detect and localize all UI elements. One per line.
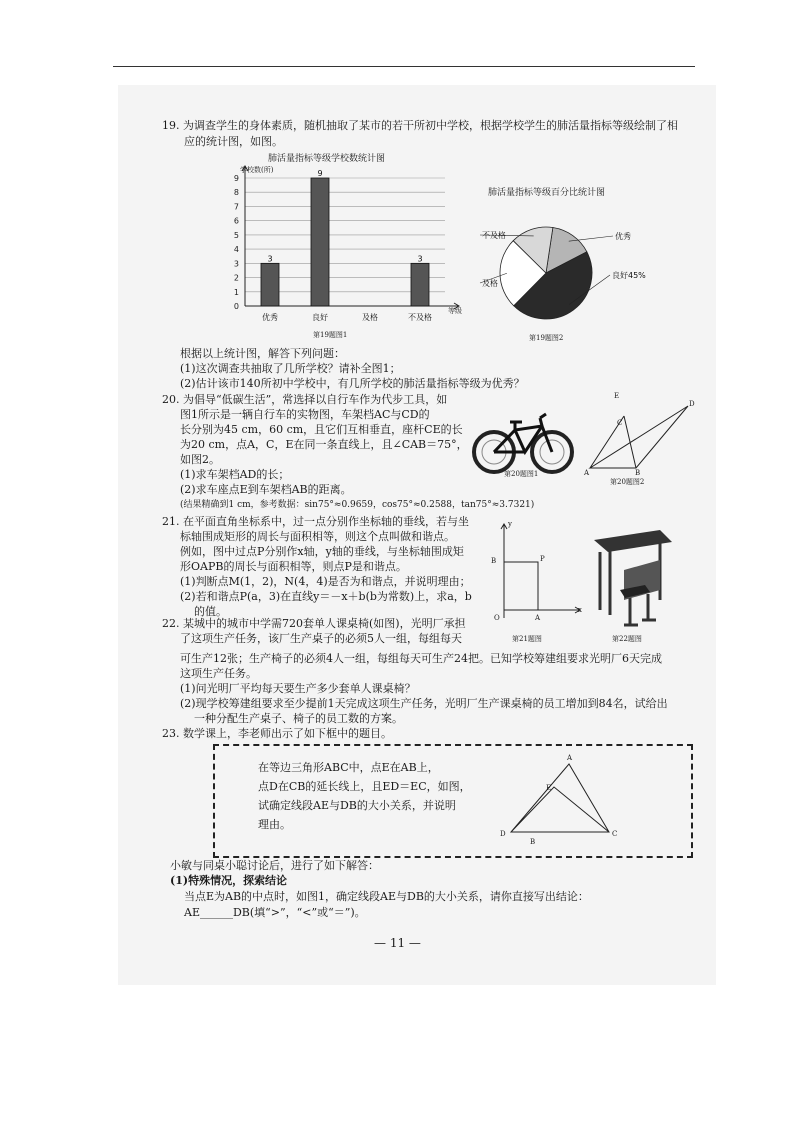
bar-y-tick-label: 4	[233, 245, 239, 255]
desk-chair-photo	[590, 520, 700, 630]
bar-y-tick-label: 1	[233, 287, 239, 297]
bar-value-label: 3	[267, 254, 273, 264]
q23-pt-E: E	[546, 784, 552, 792]
bar-chart-x-label: 等级	[448, 307, 462, 315]
q21-part1: (1)判断点M(1，2)，N(4，4)是否为和谐点，并说明理由；	[180, 575, 471, 588]
q20-pt-B: B	[635, 469, 641, 477]
q20-pt-C: C	[617, 419, 623, 427]
q23-box-line3: 试确定线段AE与DB的大小关系，并说明	[258, 799, 456, 812]
pie-label: 优秀	[615, 232, 631, 241]
q20-pt-A: A	[584, 469, 590, 477]
q20-line4: 为20 cm，点A，C，E在同一条直线上，且∠CAB＝75°，	[180, 438, 468, 451]
q23-box-line1: 在等边三角形ABC中，点E在AB上，	[258, 761, 439, 774]
q20-line3: 长分别为45 cm，60 cm，且它们互相垂直，座杆CE的长	[180, 423, 463, 436]
bar-y-tick-label: 8	[233, 188, 239, 198]
bar-chart-y-unit: 学校数(所)	[240, 166, 274, 174]
q21-B-label: B	[491, 557, 497, 565]
q23-pt-D: D	[500, 830, 506, 838]
bar-良好	[311, 178, 329, 306]
q21-line3: 例如，图中过点P分别作x轴，y轴的垂线，与坐标轴围成矩	[180, 545, 464, 558]
bar-value-label: 9	[317, 169, 323, 178]
pie-chart-title: 肺活量指标等级百分比统计图	[488, 188, 606, 198]
q22-part2b: 一种分配生产桌子、椅子的员工数的方案。	[194, 712, 403, 725]
q20-part1: (1)求车架档AD的长；	[180, 468, 290, 481]
pie-chart	[470, 215, 646, 335]
q23-pt-C: C	[612, 830, 618, 838]
bar-chart	[225, 160, 465, 330]
q23-pt-A: A	[567, 754, 573, 762]
page-number: — 11 —	[374, 936, 421, 950]
pie-label: 良好45%	[612, 271, 646, 280]
q21-P-label: P	[540, 555, 545, 563]
bar-chart-caption: 第19题图1	[313, 331, 348, 339]
q22-fig-caption: 第22题图	[612, 635, 642, 643]
pie-label: 不及格	[482, 231, 506, 240]
bar-y-tick-label: 7	[233, 202, 239, 212]
q23-step1-text: 当点E为AB的中点时，如图1，确定线段AE与DB的大小关系，请你直接写出结论：	[184, 890, 589, 903]
q22-line4: 这项生产任务。	[180, 667, 257, 680]
q21-line2: 标轴围成矩形的周长与面积相等，则这个点叫做和谐点。	[180, 530, 455, 543]
q23-box-line2: 点D在CB的延长线上，且ED＝EC，如图，	[258, 780, 471, 793]
bar-category-label: 优秀	[262, 313, 278, 322]
q20-reference-data: (结果精确到1 cm，参考数据：sin75°≈0.9659，cos75°≈0.2588，tan75°≈3.7321)	[180, 500, 535, 510]
q21-part3: 的值。	[194, 605, 227, 618]
q19-part1: (1)这次调查共抽取了几所学校？请补全图1；	[180, 362, 401, 375]
q19-part2: (2)估计该市140所初中学校中，有几所学校的肺活量指标等级为优秀？	[180, 377, 525, 390]
q20-line5: 如图2。	[180, 453, 220, 466]
bar-y-tick-label: 5	[233, 230, 239, 240]
q21-part2: (2)若和谐点P(a，3)在直线y＝－x＋b(b为常数)上，求a，b	[180, 590, 472, 603]
q20-fig1-caption: 第20题图1	[504, 470, 539, 478]
q20-pt-E: E	[614, 392, 620, 400]
q20-pt-D: D	[689, 400, 695, 408]
q21-y-label: y	[508, 520, 512, 528]
q20-fig2-caption: 第20题图2	[610, 478, 645, 486]
bicycle-photo	[470, 400, 576, 480]
q23-pt-B: B	[530, 838, 536, 846]
bar-y-tick-label: 2	[233, 273, 239, 283]
q21-origin-label: O	[494, 614, 500, 622]
bar-category-label: 不及格	[408, 313, 432, 322]
q21-fig-caption: 第21题图	[512, 635, 542, 643]
q19-line2: 应的统计图，如图。	[184, 135, 283, 148]
q21-A-label: A	[535, 614, 541, 622]
bar-y-tick-label: 6	[233, 216, 239, 226]
q23-after: 小敏与同桌小聪讨论后，进行了如下解答：	[170, 859, 379, 872]
q23-line1: 23. 数学课上，李老师出示了如下框中的题目。	[162, 727, 392, 740]
q22-part1: (1)问光明厂平均每天要生产多少套单人课桌椅？	[180, 682, 416, 695]
q21-line4: 形OAPB的周长与面积相等，则点P是和谐点。	[180, 560, 407, 573]
q22-line2: 了这项生产任务，该厂生产桌子的必须5人一组，每组每天	[180, 632, 462, 645]
q23-step1-answer: AE______DB(填“>”，“<”或“＝”)。	[184, 906, 366, 919]
bar-y-tick-label: 3	[233, 259, 239, 269]
q21-coordinate-figure	[484, 520, 584, 628]
q23-box-line4: 理由。	[258, 818, 291, 831]
q22-line1: 22. 某城中的城市中学需720套单人课桌椅(如图)，光明厂承担	[162, 617, 466, 630]
header-rule	[113, 66, 695, 67]
q20-line2: 图1所示是一辆自行车的实物图，车架档AC与CD的	[180, 408, 430, 421]
q22-part2a: (2)现学校筹建组要求至少提前1天完成这项生产任务，光明厂生产课桌椅的员工增加到84名，试给出	[180, 697, 668, 710]
q19-line1: 19. 为调查学生的身体素质，随机抽取了某市的若干所初中学校，根据学校学生的肺活量指标等级绘制了相	[162, 119, 678, 132]
q19-instruction: 根据以上统计图，解答下列问题：	[180, 347, 345, 360]
pie-label: 及格	[482, 279, 498, 288]
q20-part2: (2)求车座点E到车架档AB的距离。	[180, 483, 352, 496]
bar-value-label: 3	[417, 254, 423, 264]
q22-line3: 可生产12张；生产椅子的必须4人一组，每组每天可生产24把。已知学校筹建组要求光明厂6天完成	[180, 652, 662, 665]
bar-优秀	[261, 263, 279, 306]
pie-chart-caption: 第19题图2	[529, 334, 564, 342]
bar-category-label: 良好	[312, 313, 328, 322]
q23-triangle-figure	[505, 760, 618, 840]
bar-y-tick-label: 9	[233, 174, 239, 183]
q21-x-label: x	[578, 606, 582, 614]
bar-category-label: 及格	[362, 313, 378, 322]
bar-chart-title: 肺活量指标等级学校数统计图	[268, 154, 386, 164]
q20-geometry-figure	[584, 398, 694, 474]
bar-y-tick-label: 0	[233, 302, 239, 311]
q21-line1: 21. 在平面直角坐标系中，过一点分别作坐标轴的垂线，若与坐	[162, 515, 469, 528]
q20-line1: 20. 为倡导“低碳生活”，常选择以自行车作为代步工具，如	[162, 393, 448, 406]
bar-不及格	[411, 263, 429, 306]
q23-step1-title: (1)特殊情况，探索结论	[170, 874, 288, 887]
